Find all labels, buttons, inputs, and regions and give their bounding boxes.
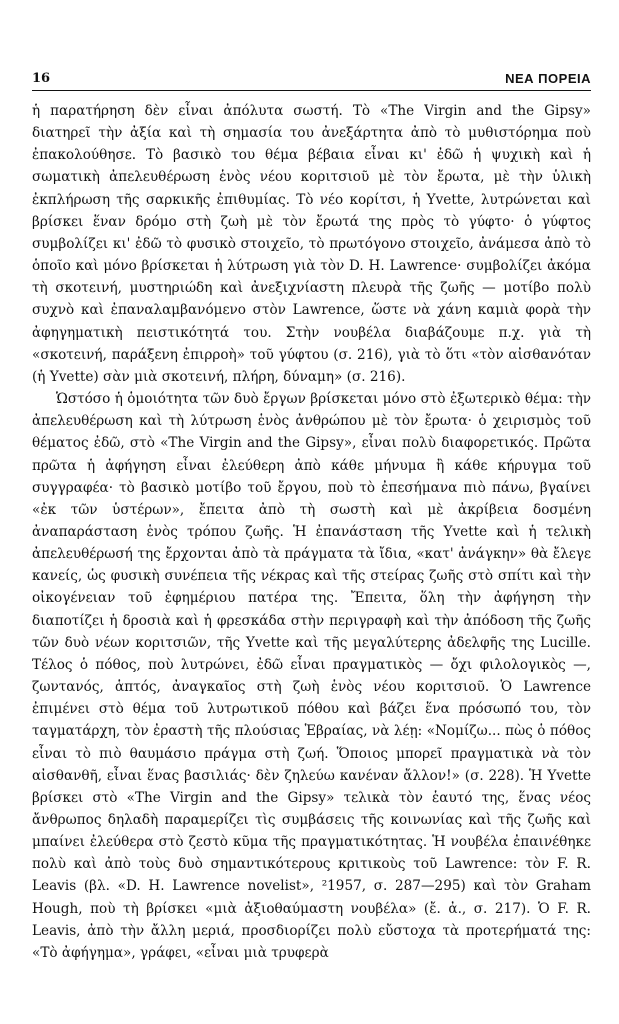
header-rule bbox=[32, 90, 591, 91]
page-header bbox=[32, 66, 591, 86]
paragraph-2: Ὡστόσο ἡ ὁμοιότητα τῶν δυὸ ἔργων βρίσκεται μόνο στὸ ἐξωτερικὸ θέμα: τὴν ἀπελευθέρωση καὶ τὴ λύτρωση ἑνὸς ἀνθρώπου μὲ τὸν ἔρωτα· ὁ χειρισμὸς τοῦ θέματος ἐδῶ, στὸ «The Virgin and the Gipsy», εἶναι πολὺ διαφορετικός. Πρῶτα πρῶτα ἡ ἀφήγηση εἶναι ἐλεύθερη ἀπὸ κάθε μήνυμα ἢ κάθε κήρυγμα τοῦ συγγραφέα· τὸ βασικὸ μοτίβο τοῦ ἔργου, ποὺ τὸ ἐπεσήμανα πιὸ πάνω, βγαίνει «ἐκ τῶν ὑστέρων», ἔπειτα ἀπὸ τὴ σωστὴ καὶ μὲ ἀκρίβεια δοσμένη ἀναπαράσταση ἑνὸς τρόπου ζωῆς. Ἡ ἐπανάσταση τῆς Yvette καὶ ἡ τελικὴ ἀπελευθέρωσή της ἔρχονται ἀπὸ τὰ πράγματα τὰ ἴδια, «κατ' ἀνάγκην» θὰ ἔλεγε κανείς, ὡς φυσικὴ συνέπεια τῆς νέκρας καὶ τῆς στείρας ζωῆς στὸ σπίτι καὶ τὴν οἰκογένειαν τοῦ ἐφημέριου πατέρα της. Ἔπειτα, ὅλη τὴν ἀφήγηση τὴν διαποτίζει ἡ δροσιὰ καὶ ἡ φρεσκάδα στὴν περιγραφὴ καὶ τὴν ἀπόδοση τῆς ζωῆς τῶν δυὸ νέων κοριτσιῶν, τῆς Yvette καὶ τῆς μεγαλύτερης ἀδελφῆς της Lucille. Τέλος ὁ πόθος, ποὺ λυτρώνει, ἐδῶ εἶναι πραγματικὸς — ὄχι φιλολογικὸς —, ζωντανός, ἁπτός, ἀναγκαῖος στὴ ζωὴ ἑνὸς νέου κοριτσιοῦ. Ὁ Lawrence ἐπιμένει στὸ θέμα τοῦ λυτρωτικοῦ πόθου καὶ βάζει ἕνα πρόσωπό του, τὸν ταγματάρχη, τὸν ἐραστὴ τῆς πλούσιας Ἑβραίας, νὰ λέῃ: «Νομίζω... πὼς ὁ πόθος εἶναι τὸ πιὸ θαυμάσιο πράγμα στὴ ζωή. Ὅποιος μπορεῖ πραγματικὰ νὰ τὸν αἰσθανθῆ, εἶναι ἕνας βασιλιάς· δὲν ζηλεύω κανέναν ἄλλον!» (σ. 228). Ἡ Yvette βρίσκει στὸ «The Virgin and the Gipsy» τελικὰ τὸν ἑαυτό της, ἕνας νέος ἄνθρωπος δηλαδὴ παραμερίζει τὶς συμβάσεις τῆς κοινωνίας καὶ τῆς ζωῆς καὶ μπαίνει ἐλεύθερα στὸ ζεστὸ κῦμα τῆς πραγματικότητας. Ἡ νουβέλα ἐπαινέθηκε πολὺ καὶ ἀπὸ τοὺς δυὸ σημαντικότερους κριτικοὺς τοῦ Lawrence: τὸν F. R. Leavis (βλ. «D. H. Lawrence novelist», ²1957, σ. 287—295) καὶ τὸν Graham Hough, ποὺ τὴ βρίσκει «μιὰ ἀξιοθαύμαστη νουβέλα» (ἔ. ἀ., σ. 217). Ὁ F. R. Leavis, ἀπὸ τὴν ἄλλη μεριά, προσδιορίζει πολὺ εὔστοχα τὰ προτερήματά της: «Τὸ ἀφήγημα», γράφει, «εἶναι μιὰ τρυφερὰ bbox=[32, 391, 591, 961]
journal-title: ΝΕΑ ΠΟΡΕΙΑ bbox=[505, 71, 591, 86]
paragraph-1: ἡ παρατήρηση δὲν εἶναι ἀπόλυτα σωστή. Τὸ «The Virgin and the Gipsy» διατηρεῖ τὴν ἀξία καὶ τὴ σημασία του ἀνεξάρτητα ἀπὸ τὸ μυθιστόρημα ποὺ ἐπακολούθησε. Τὸ βασικὸ του θέμα βέβαια εἶναι κι' ἐδῶ ἡ ψυχικὴ καὶ ἡ σωματικὴ ἀπελευθέρωση ἑνὸς νέου κοριτσιοῦ μὲ τὸν ἔρωτα, μὲ τὴν ὑλικὴ ἐκπλήρωση τῆς σαρκικῆς ἐπιθυμίας. Τὸ νέο κορίτσι, ἡ Yvette, λυτρώνεται καὶ βρίσκει ἕναν δρόμο στὴ ζωὴ μὲ τὸν ἔρωτά της πρὸς τὸ γύφτο· ὁ γύφτος συμβολίζει κι' ἐδῶ τὸ φυσικὸ στοιχεῖο, τὸ πρωτόγονο στοιχεῖο, ἀνάμεσα ἀπὸ τὸ ὁποῖο καὶ μόνο βρίσκεται ἡ λύτρωση γιὰ τὸν D. H. Lawrence· συμβολίζει ἀκόμα τὴ σκοτεινή, μυστηριώδη καὶ ἀνεξιχνίαστη πλευρὰ τῆς ζωῆς — μοτίβο πολὺ συχνὸ καὶ ἐπαναλαμβανόμενο στὸν Lawrence, ὥστε νὰ χάνη καμιὰ φορὰ τὴν ἀφηγηματικὴ πειστικότητά του. Στὴν νουβέλα διαβάζουμε π.χ. γιὰ τὴ «σκοτεινή, παράξενη ἐπιρροὴ» τοῦ γύφτου (σ. 216), γιὰ τὸ ὅτι «τὸν αἰσθανόταν (ἡ Yvette) σὰν μιὰ σκοτεινή, πλήρη, δύναμη» (σ. 216). bbox=[32, 103, 591, 385]
page-number: 16 bbox=[32, 71, 51, 86]
article-body bbox=[32, 100, 591, 964]
